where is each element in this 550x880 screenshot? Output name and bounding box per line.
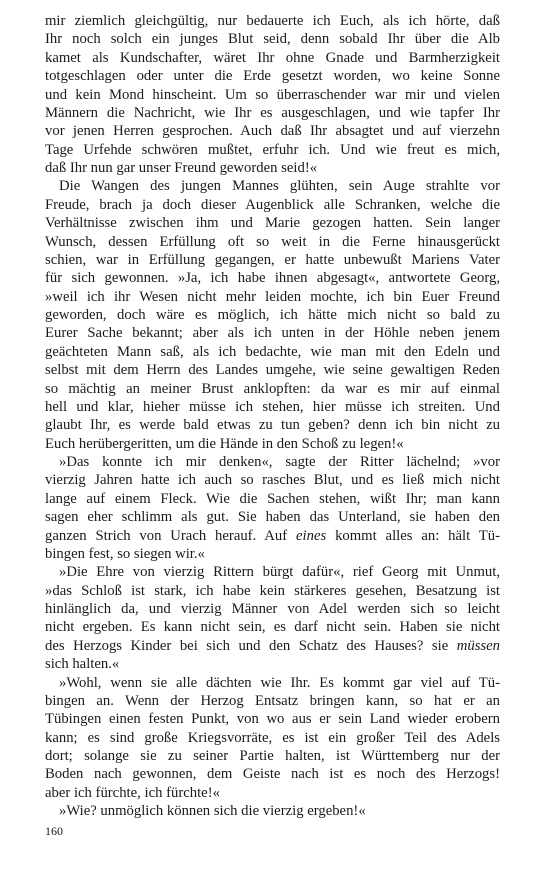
text-line: Wunsch, dessen Erfüllung oft so weit in die Ferne hinausgerückt [45, 233, 500, 250]
text-line: geächteten Mann saß, als ich bedachte, wie man mit den Edeln und [45, 343, 500, 360]
text-line: bingen fest, so siegen wir.« [45, 545, 205, 562]
text-line: des Herzogs Kinder bei sich und den Schatz des Hauses? sie müssen [45, 637, 500, 654]
text-line: lange auf einem Fleck. Wie die Sachen stehen, wißt Ihr; man kann [45, 490, 500, 507]
text-line: ganzen Strich von Urach herauf. Auf eines kommt alles an: hält Tü- [45, 527, 500, 544]
text-line: nicht ergeben. Es kann nicht sein, es darf nicht sein. Haben sie nicht [45, 619, 500, 636]
text-line: glaubt Ihr, es werde bald etwas zu tun geben? denn ich bin nicht zu [45, 417, 500, 434]
text-line: hinlänglich da, und vierzig Männer von Adel werden sich so leicht [45, 601, 500, 617]
text-line: selbst mit dem Herrn des Landes umgehe, wie seine gewaltigen Reden [45, 362, 500, 379]
text-line: »Die Ehre von vierzig Rittern bürgt dafür«, rief Georg mit Unmut, [59, 564, 500, 581]
text-line: Tübingen einen festen Punkt, von wo aus er sein Land wieder erobern [45, 711, 500, 728]
text-line: »weil ich ihr Wesen nicht mehr leiden mochte, ich bin Euer Freund [45, 288, 500, 305]
text-line: sich halten.« [45, 656, 120, 673]
text-line: Männern die Nachricht, wie Ihr es ausgeschlagen, und wie tapfer Ihr [45, 104, 500, 121]
text-line: kann; es sind große Kriegsvorräte, es ist ein großer Teil des Adels [45, 729, 500, 746]
page-body [45, 12, 500, 821]
text-line: dort; solange sie zu seiner Partie halten, ist Württemberg nur der [45, 748, 500, 764]
text-line: so mächtig an meiner Brust anklopften: da war es mir auf einmal [45, 380, 500, 397]
text-line: Eurer Sache bekannt; aber als ich unten in der Höhle neben jenem [45, 325, 500, 342]
text-line: Freude, brach ja doch dieser Augenblick alle Schranken, welche die [45, 196, 500, 213]
emphasis: müssen [456, 637, 500, 654]
text-line: Verhältnisse zwischen ihm und Marie gezogen hatten. Sein langer [45, 215, 500, 232]
text-line: mir ziemlich gleichgültig, nur bedauerte ich Euch, als ich hörte, daß [45, 13, 500, 29]
text-line: geworden, doch wäre es möglich, ich hätte mich nicht so bald zu [45, 307, 500, 323]
text-line: für sich gewonnen. »Ja, ich habe ihnen abgesagt«, antwortete Georg, [45, 270, 500, 287]
text-line: kamet als Kundschafter, wäret Ihr ohne Gnade und Barmherzigkeit [45, 49, 500, 66]
text-line: aber ich fürchte, ich fürchte!« [45, 784, 220, 801]
text-line: vor jenen Herren gesprochen. Auch daß Ihr absagtet und auf vierzehn [45, 123, 500, 140]
text-line: Euch herübergeritten, um die Hände in den Schoß zu legen!« [45, 435, 404, 452]
text-line: daß Ihr nun gar unser Freund geworden seid!« [45, 160, 318, 176]
emphasis: eines [296, 527, 327, 544]
text-line: »Das konnte ich mir denken«, sagte der Ritter lächelnd; »vor [59, 454, 500, 470]
text-line: vierzig Jahren hatte ich auch so rasches Blut, und es ließ mich nicht [45, 472, 500, 489]
text-line: Die Wangen des jungen Mannes glühten, sein Auge strahlte vor [59, 178, 500, 195]
text-line: bingen an. Wenn der Herzog Entsatz bringen kann, so hat er an [45, 692, 500, 709]
text-line: totgeschlagen oder unter die Erde gesetzt worden, wo keine Sonne [45, 68, 500, 85]
text-line: und kein Mond hinscheint. Um so überraschender war mir und vielen [45, 86, 500, 103]
text-line: hell und klar, hieher müsse ich stehen, hier müsse ich streiten. Und [45, 398, 500, 415]
text-line: schien, war in Erfüllung gegangen, er hatte unbewußt Mariens Vater [45, 251, 500, 268]
text-line: »das Schloß ist stark, ich habe kein stärkeres gesehen, Besatzung ist [45, 582, 500, 599]
text-line: Ihr noch solch ein junges Blut seid, denn sobald Ihr über die Alb [45, 31, 500, 48]
page-number: 160 [45, 824, 63, 838]
text-line: »Wohl, wenn sie alle dächten wie Ihr. Es kommt gar viel auf Tü- [59, 674, 500, 691]
text-line: Tage Urfehde schwören mußtet, erfuhr ich. Und wie freut es mich, [45, 141, 500, 158]
text-line: sagen eher schlimm als gut. Sie haben das Unterland, sie haben den [45, 509, 500, 526]
text-line: Boden nach gewonnen, dem Geiste nach ist es noch des Herzogs! [45, 766, 500, 783]
text-line: »Wie? unmöglich können sich die vierzig ergeben!« [59, 803, 366, 820]
